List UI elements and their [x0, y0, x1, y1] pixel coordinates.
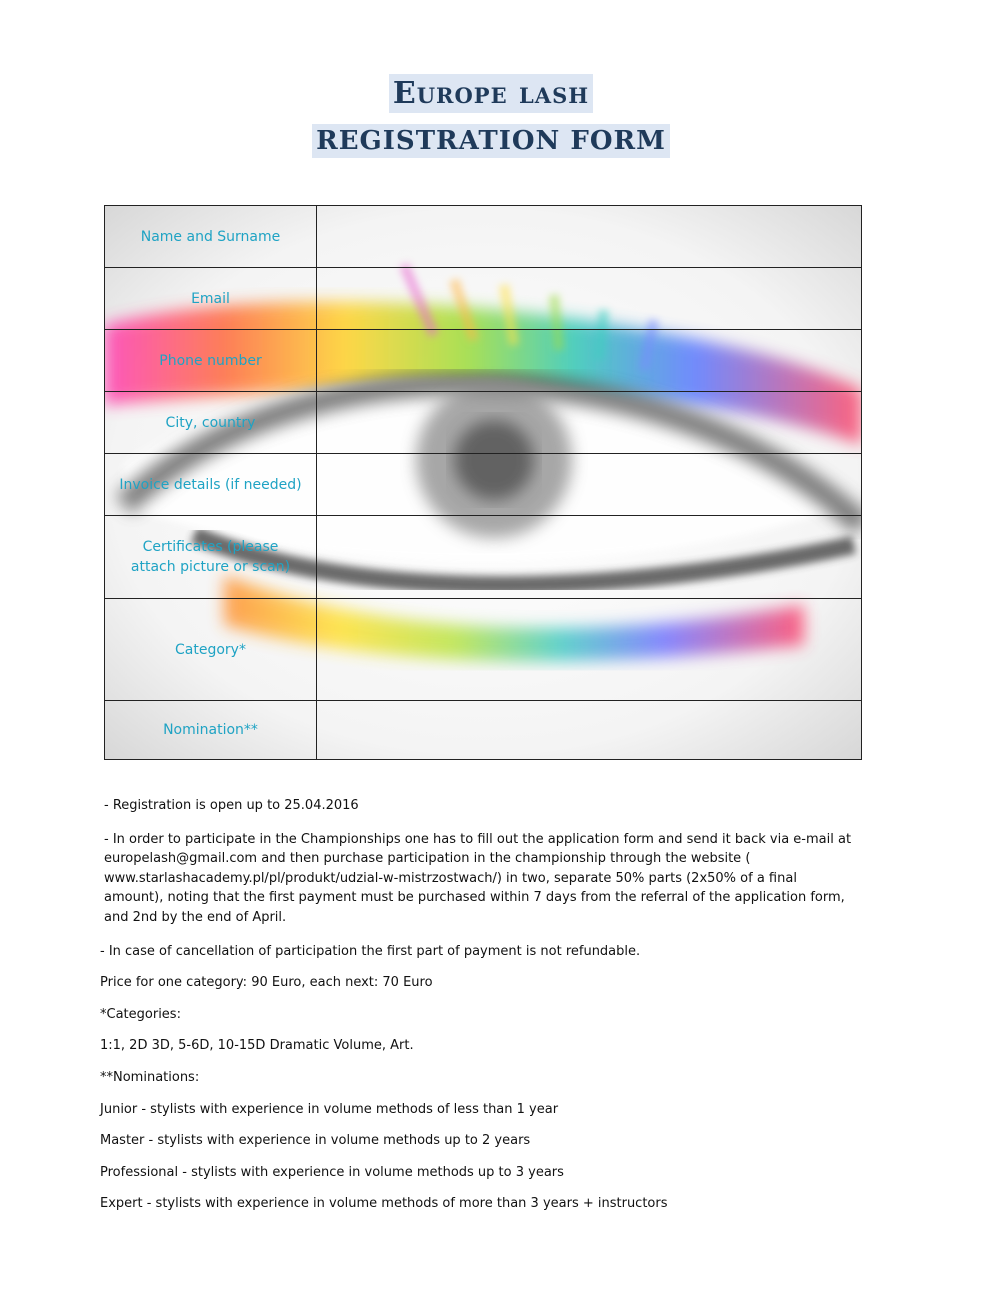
city-country-label: City, country [105, 392, 317, 454]
form-row-invoice [105, 454, 862, 516]
nomination-junior: Junior - stylists with experience in volume methods of less than 1 year [100, 1101, 559, 1117]
form-row-email [105, 268, 862, 330]
registration-form [104, 205, 862, 759]
name-surname-label: Name and Surname [105, 206, 317, 268]
email-label: Email [105, 268, 317, 330]
invoice-details-label: Invoice details (if needed) [105, 454, 317, 516]
certificates-label: Certificates (please attach picture or scan) [105, 516, 317, 599]
price-text: Price for one category: 90 Euro, each next: 70 Euro [100, 975, 433, 991]
city-country-field[interactable] [317, 392, 862, 454]
email-field[interactable] [317, 268, 862, 330]
form-row-nomination [105, 701, 862, 760]
name-surname-field[interactable] [317, 206, 862, 268]
page-subtitle-wrap [0, 124, 982, 158]
form-row-certificates [105, 516, 862, 599]
page-subtitle: REGISTRATION FORM [312, 124, 670, 158]
category-field[interactable] [317, 599, 862, 701]
form-row-phone [105, 330, 862, 392]
invoice-details-field[interactable] [317, 454, 862, 516]
registration-deadline-text: - Registration is open up to 25.04.2016 [104, 798, 359, 813]
form-row-city [105, 392, 862, 454]
nomination-label: Nomination** [105, 701, 317, 760]
nomination-expert: Expert - stylists with experience in volume methods of more than 3 years + instructors [100, 1196, 668, 1212]
registration-notes [100, 796, 860, 1226]
form-row-name [105, 206, 862, 268]
form-row-category [105, 599, 862, 701]
categories-heading: *Categories: [100, 1006, 181, 1022]
registration-table [104, 205, 862, 760]
cancellation-text: - In case of cancellation of participation the first part of payment is not refundable. [100, 943, 641, 959]
nomination-professional: Professional - stylists with experience in volume methods up to 3 years [100, 1164, 564, 1180]
nomination-field[interactable] [317, 701, 862, 760]
nominations-heading: **Nominations: [100, 1069, 200, 1085]
participation-instructions-text: - In order to participate in the Championships one has to fill out the application form and send it back via e-mail at europelash@gmail.com and then purchase participation in the championship through the website ( www.starlashacademy.pl/pl/produkt/udzial-w-mistrzostwach/) in two, separate 50% parts (2x50% of a final amount), noting that the first payment must be purchased within 7 days from the referral of the application form, and 2nd by the end of April. [104, 831, 852, 925]
phone-number-field[interactable] [317, 330, 862, 392]
nomination-master: Master - stylists with experience in volume methods up to 2 years [100, 1133, 531, 1149]
certificates-field[interactable] [317, 516, 862, 599]
phone-number-label: Phone number [105, 330, 317, 392]
category-label: Category* [105, 599, 317, 701]
page-title-wrap [0, 74, 982, 113]
categories-list: 1:1, 2D 3D, 5-6D, 10-15D Dramatic Volume, Art. [100, 1038, 414, 1054]
page-title: Europe lash [389, 74, 593, 113]
